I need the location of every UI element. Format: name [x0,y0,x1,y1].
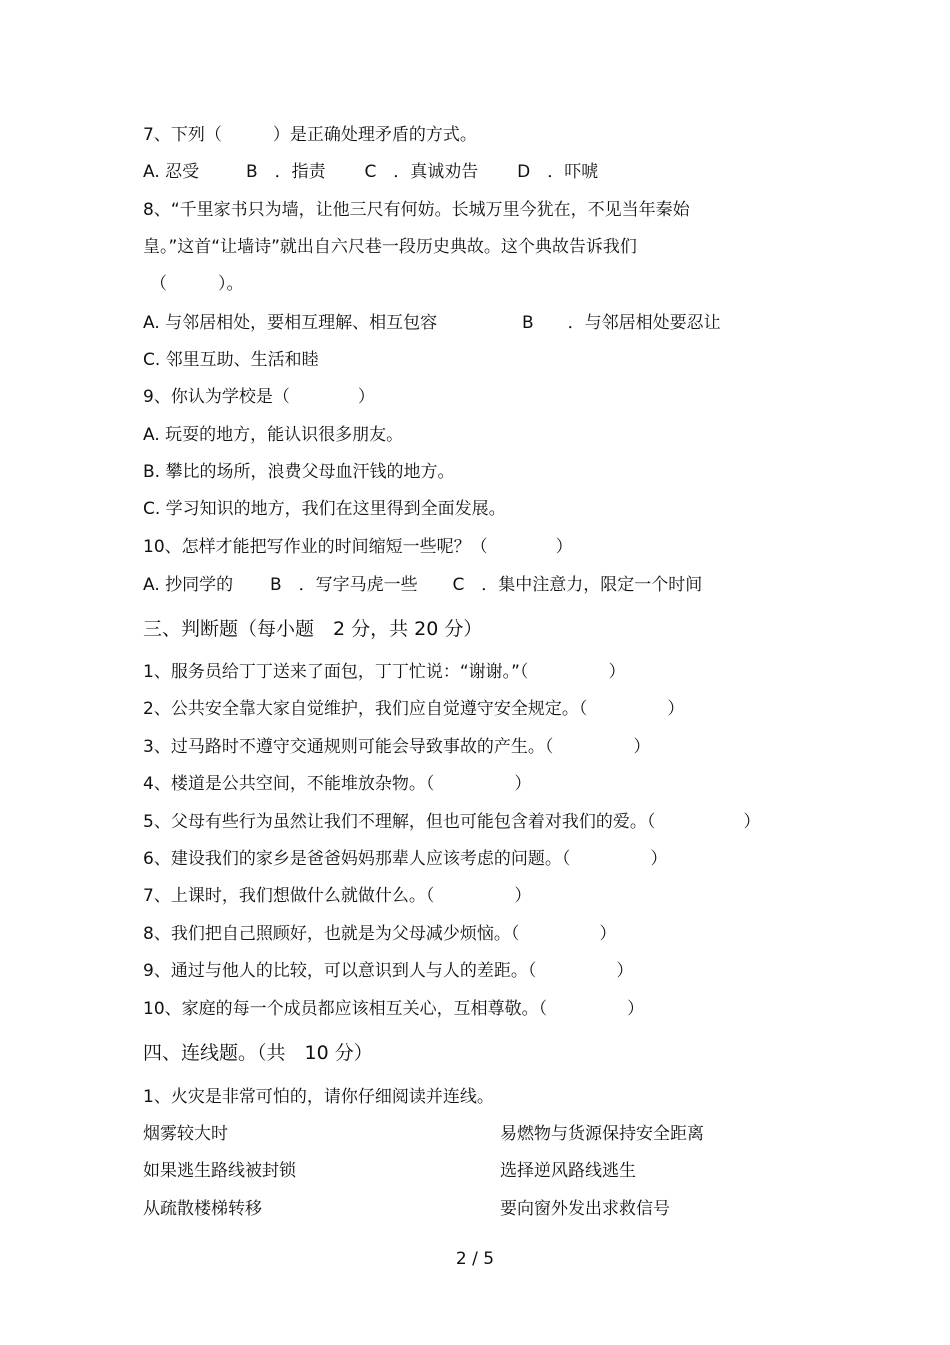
page-number: 2 / 5 [455,1249,495,1269]
match-right-item: 要向窗外发出求救信号 [500,1199,670,1219]
judge-item: 8、我们把自己照顾好，也就是为父母减少烦恼。（ ） [143,924,617,944]
judge-item: 9、通过与他人的比较，可以意识到人与人的差距。（ ） [143,961,634,981]
q7-option-c: C ．真诚劝告 [364,162,479,182]
judge-item: 3、过马路时不遵守交通规则可能会导致事故的产生。（ ） [143,737,651,757]
section4-heading: 四、连线题。（共 10 分） [143,1042,373,1064]
match-left-item: 从疏散楼梯转移 [143,1199,262,1219]
q10-option-b: B ．写字马虎一些 [269,575,418,595]
match-left-item: 如果逃生路线被封锁 [143,1161,296,1181]
judge-item: 7、上课时，我们想做什么就做什么。（ ） [143,886,532,906]
q7-option-a: A. 忍受 [143,162,200,182]
section3-heading: 三、判断题（每小题 2 分，共 20 分） [143,618,483,640]
q9-option-a: A. 玩耍的地方，能认识很多朋友。 [143,425,404,445]
judge-item: 2、公共安全靠大家自觉维护，我们应自觉遵守安全规定。（ ） [143,699,685,719]
q8-line1: 8、“千里家书只为墙，让他三尺有何妨。长城万里今犹在，不见当年秦始 [143,200,690,220]
q10-option-a: A. 抄同学的 [143,575,234,595]
judge-item: 6、建设我们的家乡是爸爸妈妈那辈人应该考虑的问题。（ ） [143,849,668,869]
match-right-item: 选择逆风路线逃生 [500,1161,636,1181]
q10-option-c: C ．集中注意力，限定一个时间 [452,575,703,595]
section4-q1: 1、火灾是非常可怕的，请你仔细阅读并连线。 [143,1087,494,1107]
q7-option-b: B ．指责 [245,162,326,182]
q8-line2: 皇。”这首“让墙诗”就出自六尺巷一段历史典故。这个典故告诉我们 [143,237,637,257]
q8-option-a: A. 与邻居相处，要相互理解、相互包容 [143,313,438,333]
q7-option-d: D ．吓唬 [517,162,599,182]
judge-item: 5、父母有些行为虽然让我们不理解，但也可能包含着对我们的爱。（ ） [143,812,761,832]
judge-item: 1、服务员给丁丁送来了面包，丁丁忙说：“谢谢。”（ ） [143,662,626,682]
q9-option-c: C. 学习知识的地方，我们在这里得到全面发展。 [143,499,506,519]
q10-options [143,574,702,596]
q8-option-c: C. 邻里互助、生活和睦 [143,350,319,370]
q10-text: 10、怎样才能把写作业的时间缩短一些呢？（ ） [143,537,573,557]
q7-text: 7、下列（ ）是正确处理矛盾的方式。 [143,125,477,145]
match-left-item: 烟雾较大时 [143,1124,228,1144]
judge-item: 4、楼道是公共空间，不能堆放杂物。（ ） [143,774,532,794]
q8-option-b: B ．与邻居相处要忍让 [522,313,721,333]
judge-item: 10、家庭的每一个成员都应该相互关心，互相尊敬。（ ） [143,999,645,1019]
q9-text: 9、你认为学校是（ ） [143,387,375,407]
q9-option-b: B. 攀比的场所，浪费父母血汗钱的地方。 [143,462,455,482]
q8-line3: （ ）。 [150,274,244,294]
match-right-item: 易燃物与货源保持安全距离 [500,1124,704,1144]
q7-options [143,161,598,183]
